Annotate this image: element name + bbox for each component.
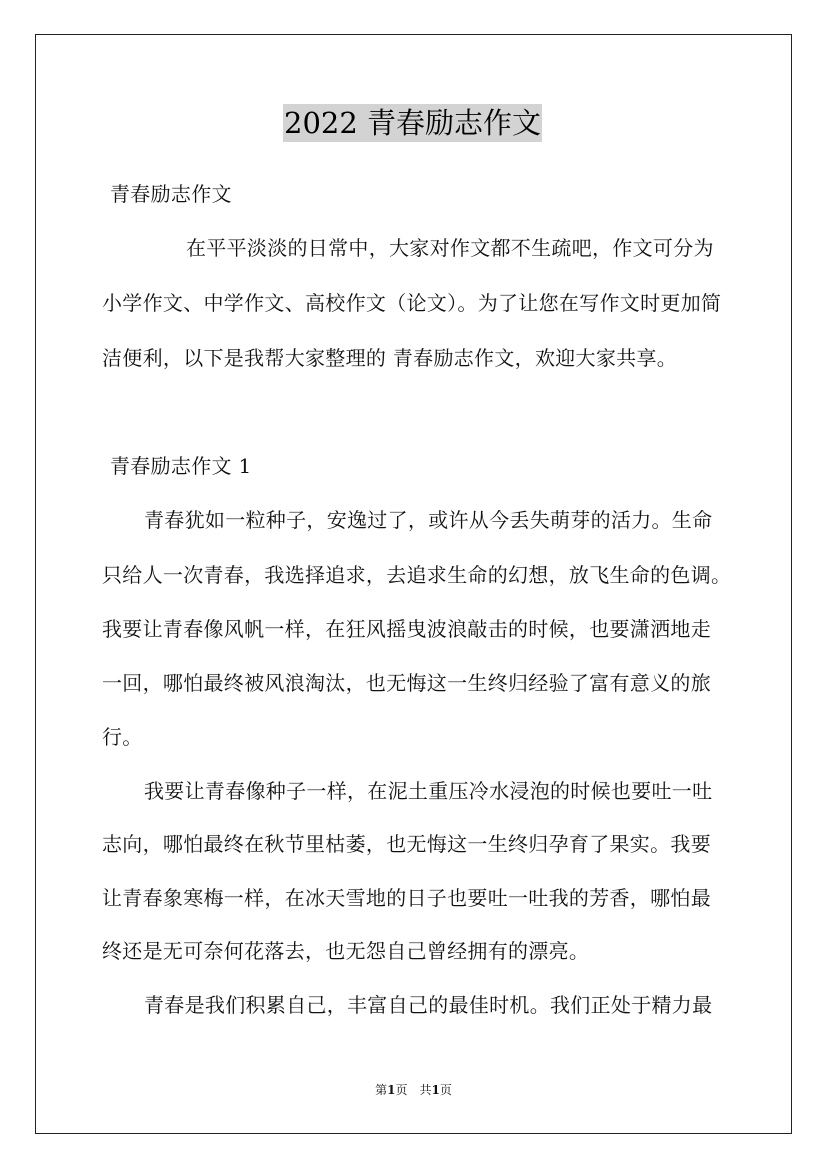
subtitle: 青春励志作文 — [110, 182, 232, 206]
paragraph-1-line-2: 只给人一次青春，我选择追求，去追求生命的幻想，放飞生命的色调。 — [102, 563, 732, 587]
paragraph-1-line-1: 青春犹如一粒种子，安逸过了，或许从今丢失萌芽的活力。生命 — [144, 508, 713, 532]
footer-prefix: 第 — [375, 1083, 388, 1097]
intro-line-3: 洁便利，以下是我帮大家整理的 青春励志作文，欢迎大家共享。 — [102, 346, 678, 370]
paragraph-3-line-1: 青春是我们积累自己，丰富自己的最佳时机。我们正处于精力最 — [144, 993, 713, 1017]
paragraph-1-line-3: 我要让青春像风帆一样，在狂风摇曳波浪敲击的时候，也要潇洒地走 — [102, 617, 711, 641]
paragraph-1-line-4: 一回，哪怕最终被风浪淘汰，也无悔这一生终归经验了富有意义的旅 — [102, 671, 711, 695]
footer-suffix: 页 — [439, 1083, 452, 1097]
paragraph-2-line-1: 我要让青春像种子一样，在泥土重压冷水浸泡的时候也要吐一吐 — [144, 779, 713, 803]
paragraph-1-line-5: 行。 — [102, 725, 143, 749]
document-title: 2022 青春励志作文 — [284, 106, 542, 140]
intro-line-1: 在平平淡淡的日常中，大家对作文都不生疏吧，作文可分为 — [186, 236, 714, 260]
footer-page-total: 1 — [431, 1083, 440, 1097]
intro-line-2: 小学作文、中学作文、高校作文（论文）。为了让您在写作文时更加简 — [102, 291, 722, 315]
footer-page-number: 1 — [387, 1083, 396, 1097]
section-heading: 青春励志作文 1 — [110, 454, 252, 478]
paragraph-2-line-4: 终还是无可奈何花落去，也无怨自己曾经拥有的漂亮。 — [102, 939, 590, 963]
page-footer — [0, 1082, 827, 1098]
footer-middle: 页 共 — [395, 1083, 432, 1097]
paragraph-2-line-3: 让青春象寒梅一样，在冰天雪地的日子也要吐一吐我的芳香，哪怕最 — [102, 886, 711, 910]
paragraph-2-line-2: 志向，哪怕最终在秋节里枯萎，也无悔这一生终归孕育了果实。我要 — [102, 832, 711, 856]
